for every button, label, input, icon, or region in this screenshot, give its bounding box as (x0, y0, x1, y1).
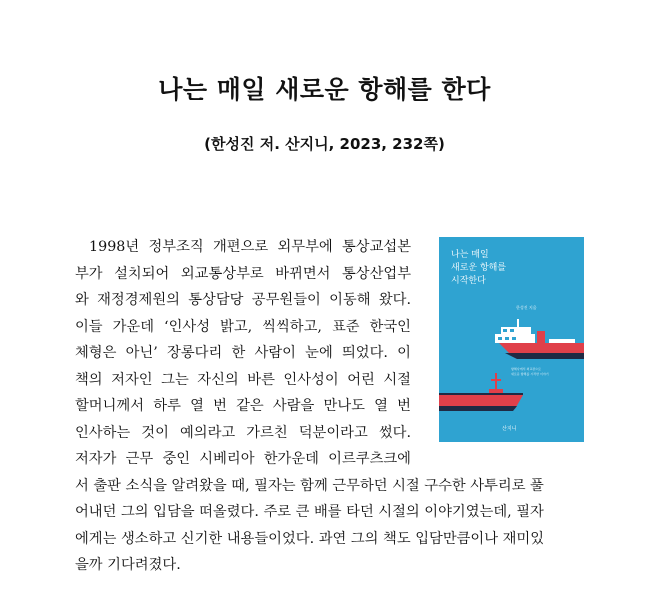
paragraph-line: 어내던 그의 입담을 떠올렸다. 주로 큰 배를 타던 시절의 이야기였는데, 필자 (75, 504, 544, 520)
paragraph-line: 체형은 아닌’ 장롱다리 한 사람이 눈에 띄었다. 이 (75, 345, 411, 361)
paragraph-line: 이들 가운데 ‘인사성 밝고, 씩씩하고, 표준 한국인 (75, 318, 411, 335)
cover-blurb-line: 항해사에서 외교관으로 (511, 367, 541, 371)
book-cover-image (439, 237, 584, 442)
page-title: 나는 매일 새로운 항해를 한다 (158, 75, 491, 104)
cargo-ship-icon (439, 315, 584, 367)
paragraph-line: 부가 설치되어 외교통상부로 바뀌면서 통상산업부 (75, 265, 411, 282)
paragraph-line: 책의 저자인 그는 자신의 바른 인사성이 어린 시절 (75, 371, 411, 388)
book-citation: (한성진 저. 산지니, 2023, 232쪽) (204, 135, 445, 153)
paragraph-line: 할머니께서 하루 열 번 같은 사람을 만나도 열 번 (75, 398, 411, 414)
paragraph-line: 1998년 정부조직 개편으로 외무부에 통상교섭본 (89, 239, 411, 255)
paragraph-line: 와 재정경제원의 통상담당 공무원들이 이동해 왔다. (75, 292, 411, 308)
cover-title-line: 새로운 항해를 (451, 263, 507, 273)
cover-author: 한성진 지음 (516, 305, 537, 310)
paragraph-line: 저자가 근무 중인 시베리아 한가운데 이르쿠츠크에 (75, 451, 411, 467)
tanker-ship-icon (439, 369, 584, 419)
paragraph-line: 서 출판 소식을 알려왔을 때, 필자는 함께 근무하던 시절 구수한 사투리로 풀 (75, 477, 544, 494)
cover-blurb-line: 새로운 항해를 시작한 이야기 (511, 372, 549, 376)
cover-publisher: 산지니 (502, 426, 517, 432)
paragraph-line: 을까 기다려졌다. (75, 557, 181, 573)
paragraph-line: 에게는 생소하고 신기한 내용들이었다. 과연 그의 책도 입담만큼이나 재미있 (75, 530, 545, 547)
paragraph-line: 인사하는 것이 예의라고 가르친 덕분이라고 썼다. (75, 424, 411, 441)
cover-title (451, 249, 506, 288)
cover-title-line: 시작한다 (451, 276, 486, 286)
cover-title-line: 나는 매일 (451, 250, 489, 260)
